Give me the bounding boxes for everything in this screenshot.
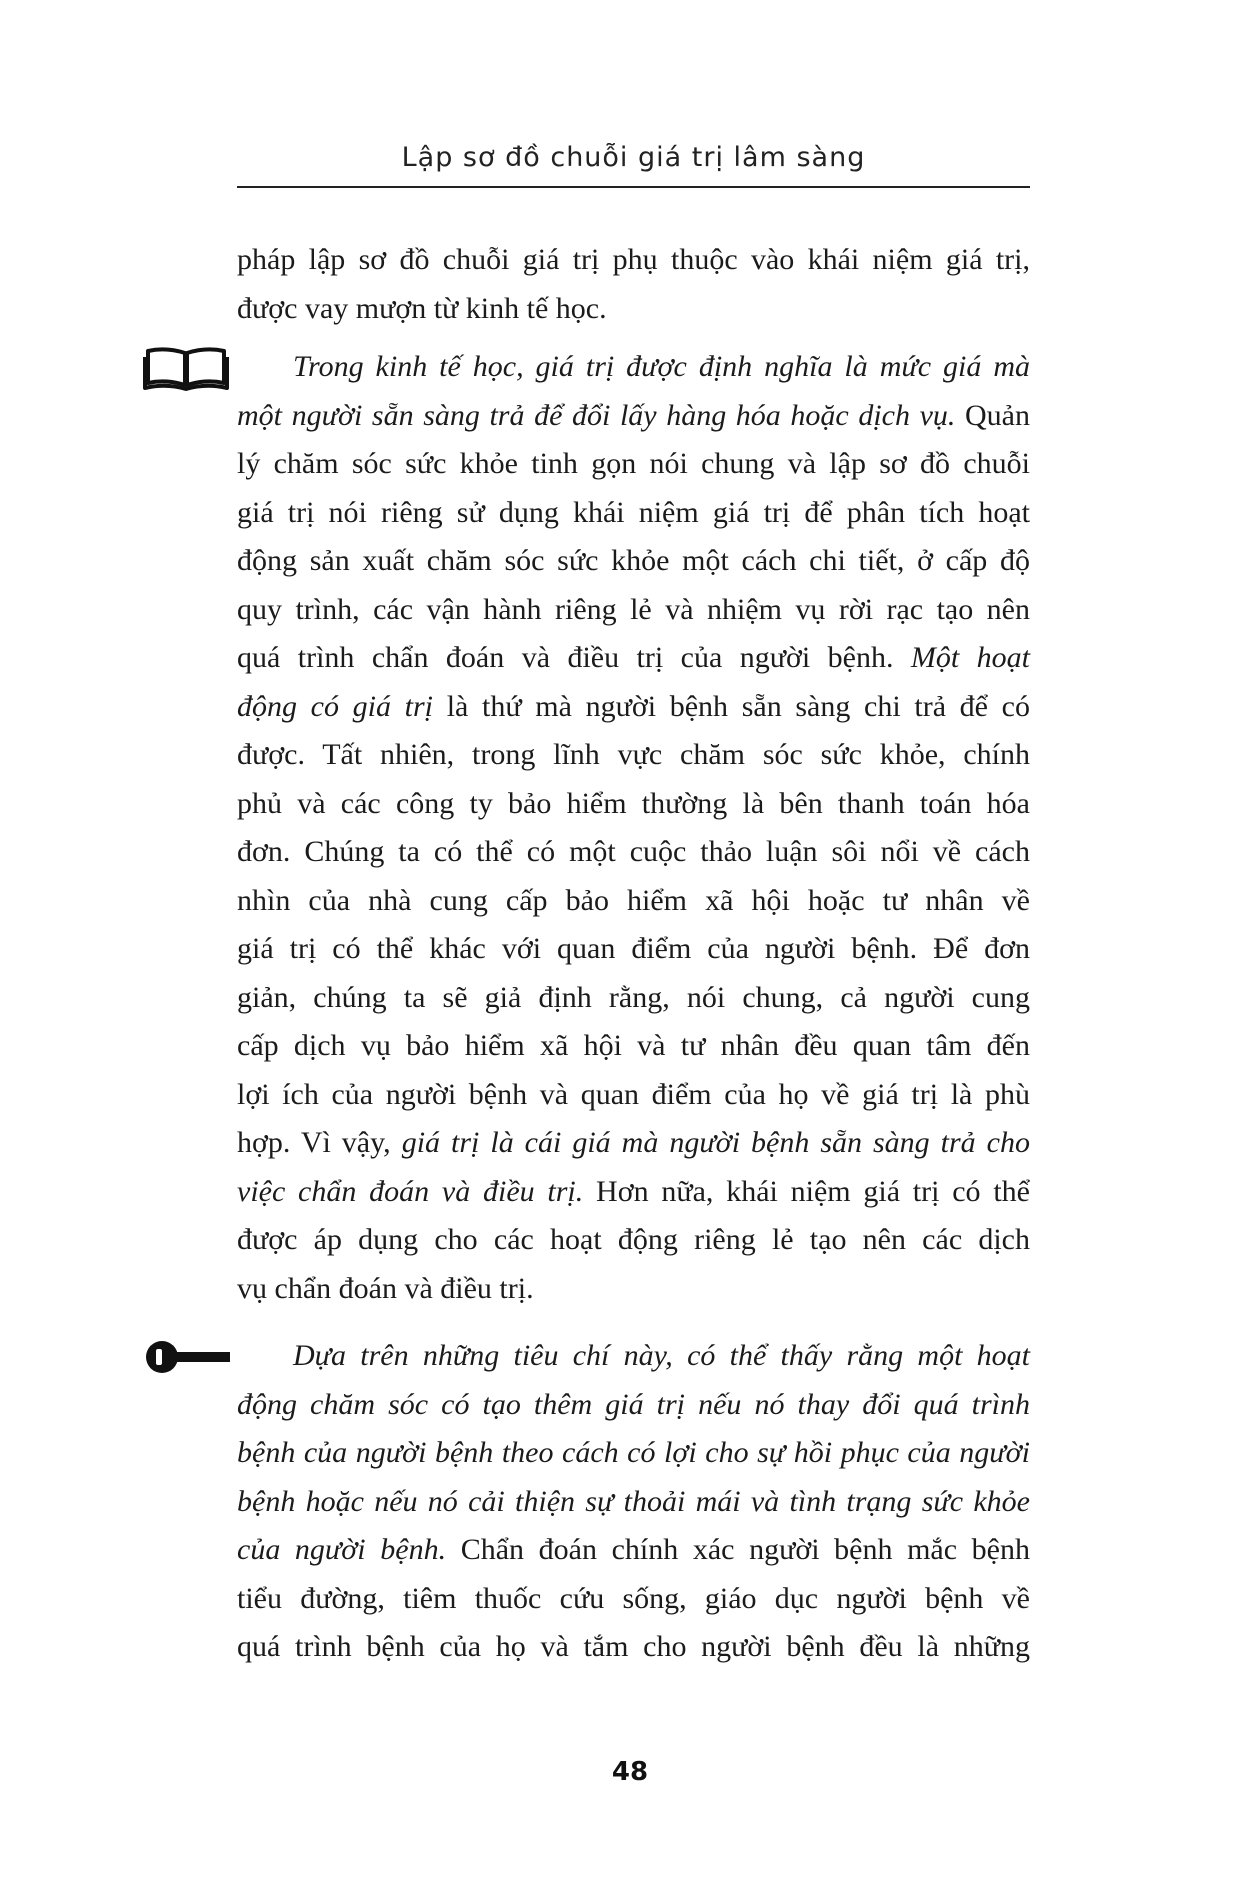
text-run: hợp. Vì vậy,	[237, 1126, 402, 1159]
text-line: quá trình bệnh của họ và tắm cho người bệnh đều là những	[237, 1630, 1030, 1663]
text-run: là thứ mà người bệnh sẵn sàng chi trả để có	[433, 689, 1030, 723]
text-line: giản, chúng ta sẽ giả định rằng, nói chung, cả người cung	[237, 980, 1030, 1014]
text-line: được vay mượn từ kinh tế học.	[237, 291, 607, 325]
text-line	[237, 1429, 1030, 1478]
italic-text: việc chẩn đoán và điều trị.	[237, 1174, 584, 1208]
text-line	[237, 343, 1030, 392]
italic-text: của người bệnh.	[237, 1533, 447, 1566]
text-line: giá trị có thể khác với quan điểm của người bệnh. Để đơn	[237, 932, 1030, 965]
text-line: được áp dụng cho các hoạt động riêng lẻ tạo nên các dịch	[237, 1223, 1030, 1256]
text-line	[237, 1478, 1030, 1527]
text-run: quá trình chẩn đoán và điều trị của người bệnh.	[237, 641, 911, 674]
italic-text: một người sẵn sàng trả để đổi lấy hàng hóa hoặc dịch vụ.	[237, 398, 956, 432]
text-line	[237, 683, 1030, 732]
text-line: giá trị nói riêng sử dụng khái niệm giá trị để phân tích hoạt	[237, 495, 1030, 529]
paragraph-value-definition	[237, 343, 1030, 1313]
text-line: quy trình, các vận hành riêng lẻ và nhiệm vụ rời rạc tạo nên	[237, 592, 1030, 626]
italic-text: động chăm sóc có tạo thêm giá trị nếu nó thay đổi quá trình	[237, 1387, 1030, 1421]
italic-text: Một hoạt	[910, 641, 1030, 674]
text-line	[237, 1381, 1030, 1430]
text-line	[237, 1119, 1030, 1168]
text-run: Quản	[955, 398, 1030, 432]
italic-text: giá trị là cái giá mà người bệnh sẵn sàng trả cho	[401, 1126, 1030, 1159]
text-line	[237, 1526, 1030, 1575]
paragraph-value-adding	[237, 1332, 1030, 1672]
text-line: lý chăm sóc sức khỏe tinh gọn nói chung và lập sơ đồ chuỗi	[237, 447, 1030, 480]
open-book-icon	[142, 345, 230, 391]
italic-text: bệnh của người bệnh theo cách có lợi cho sự hồi phục của người	[237, 1436, 1030, 1469]
page-number: 48	[611, 1757, 649, 1787]
text-line	[237, 634, 1030, 683]
running-header: Lập sơ đồ chuỗi giá trị lâm sàng	[401, 142, 866, 173]
text-run: Chẩn đoán chính xác người bệnh mắc bệnh	[446, 1533, 1030, 1566]
text-line: động sản xuất chăm sóc sức khỏe một cách chi tiết, ở cấp độ	[237, 544, 1030, 577]
italic-text: bệnh hoặc nếu nó cải thiện sự thoải mái và tình trạng sức khỏe	[237, 1484, 1030, 1518]
text-line: nhìn của nhà cung cấp bảo hiểm xã hội hoặc tư nhân về	[237, 883, 1030, 917]
paragraph-intro	[237, 236, 1030, 333]
text-run: Hơn nữa, khái niệm giá trị có thể	[583, 1174, 1030, 1208]
text-line: pháp lập sơ đồ chuỗi giá trị phụ thuộc vào khái niệm giá trị,	[237, 243, 1030, 276]
text-line: vụ chẩn đoán và điều trị.	[237, 1271, 534, 1305]
italic-text: Trong kinh tế học, giá trị được định nghĩa là mức giá mà	[293, 350, 1030, 383]
text-line	[237, 1332, 1030, 1381]
text-line	[237, 1168, 1030, 1217]
text-line: phủ và các công ty bảo hiểm thường là bên thanh toán hóa	[237, 786, 1030, 820]
header-rule	[237, 186, 1030, 188]
text-line: được. Tất nhiên, trong lĩnh vực chăm sóc sức khỏe, chính	[237, 738, 1030, 771]
text-line: lợi ích của người bệnh và quan điểm của họ về giá trị là phù	[237, 1077, 1030, 1111]
text-line: đơn. Chúng ta có thể có một cuộc thảo luận sôi nổi về cách	[237, 835, 1030, 868]
italic-text: động có giá trị	[237, 689, 434, 723]
text-line	[237, 392, 1030, 441]
text-line: tiểu đường, tiêm thuốc cứu sống, giáo dục người bệnh về	[237, 1581, 1030, 1615]
key-icon	[142, 1337, 232, 1377]
italic-text: Dựa trên những tiêu chí này, có thể thấy rằng một hoạt	[293, 1339, 1030, 1372]
text-line: cấp dịch vụ bảo hiểm xã hội và tư nhân đều quan tâm đến	[237, 1029, 1030, 1062]
